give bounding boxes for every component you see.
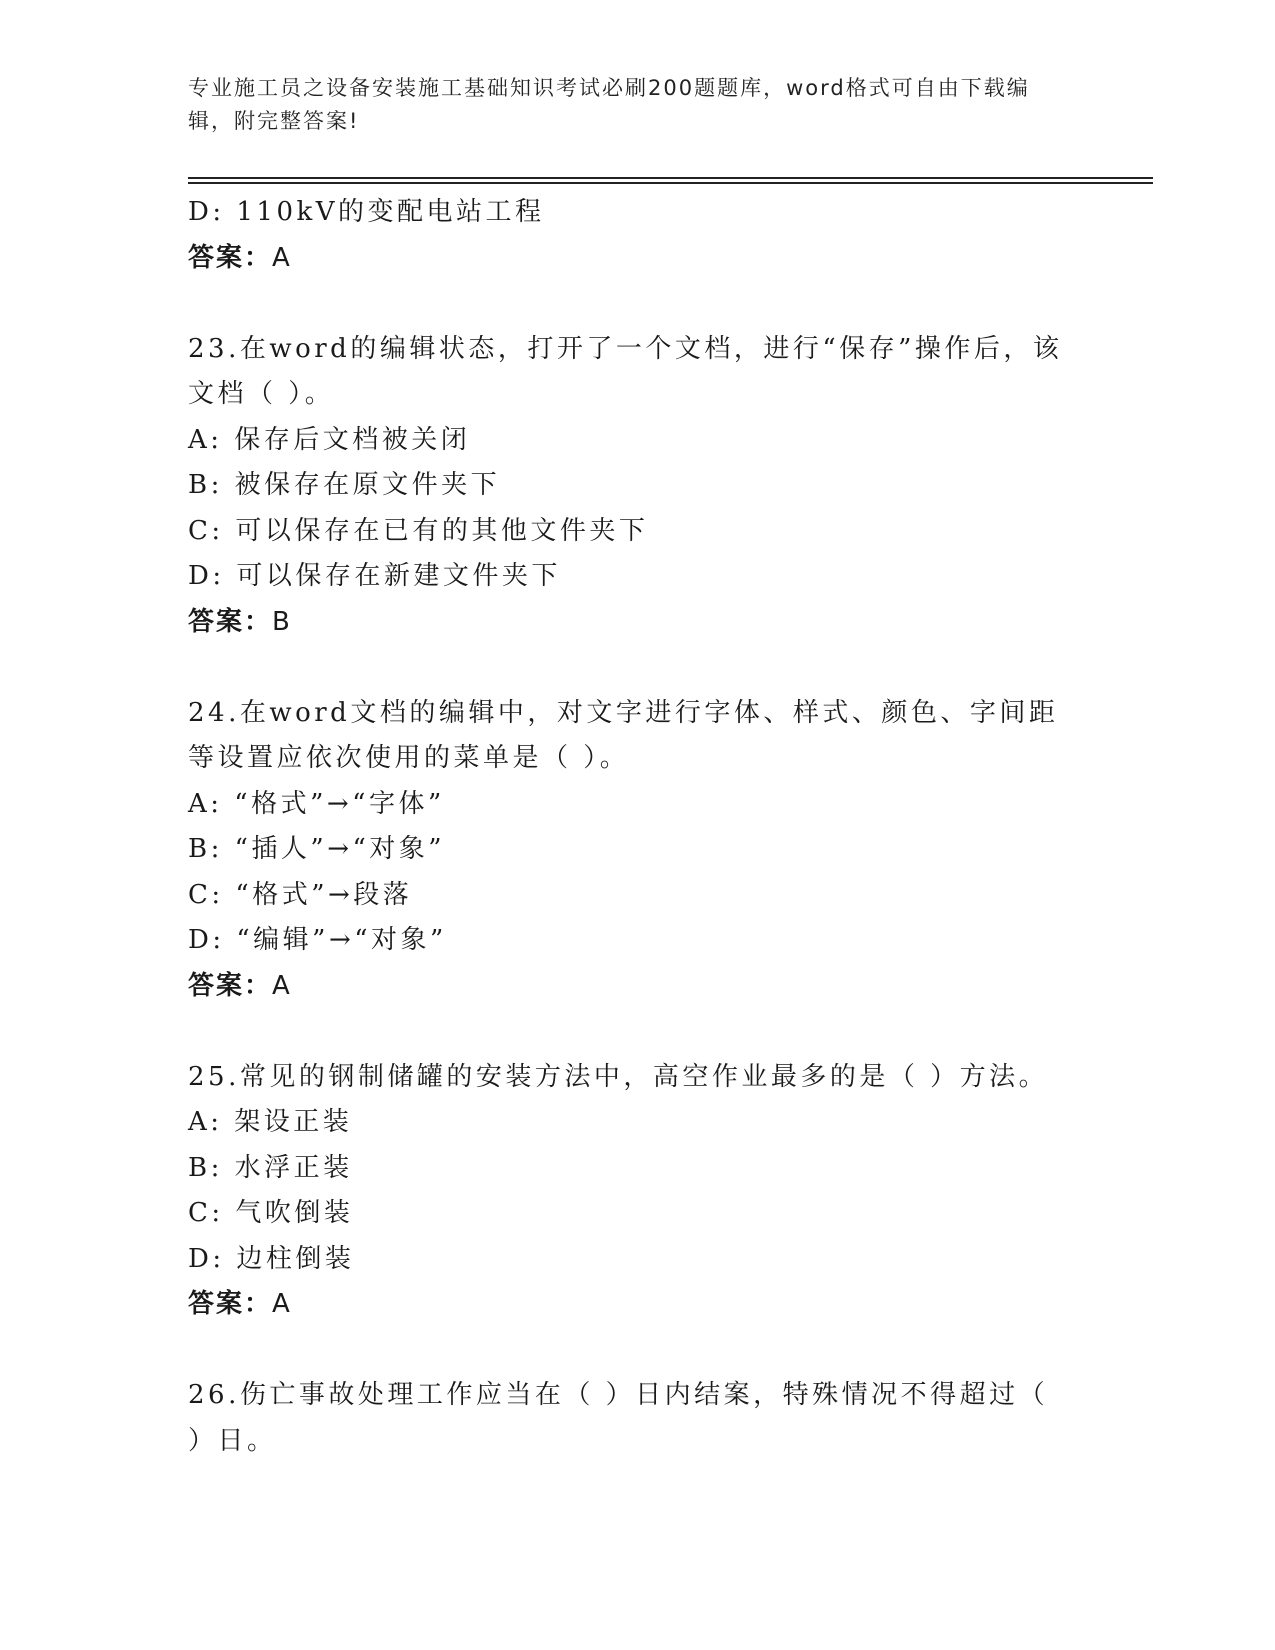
answer-label: 答案：	[188, 242, 273, 273]
question-text: 23.在word的编辑状态，打开了一个文档，进行“保存”操作后，该文档（ ）。	[188, 333, 1063, 409]
option-a: A: 保存后文档被关闭	[188, 424, 471, 455]
option-b: B: 被保存在原文件夹下	[188, 470, 501, 500]
option-b: B: “插人”→“对象”	[188, 834, 446, 864]
option-c: C: 气吹倒装	[188, 1198, 354, 1228]
question-block	[188, 1055, 1088, 1328]
answer-value: A	[272, 1289, 292, 1319]
option-b: B: 水浮正装	[188, 1152, 353, 1183]
question-block	[188, 1373, 1088, 1464]
option-c: C: “格式”→段落	[188, 879, 413, 910]
answer-line	[188, 1282, 1088, 1328]
document-title: 专业施工员之设备安装施工基础知识考试必刷200题题库，word格式可自由下载编辑，附完整答案!	[188, 76, 1030, 133]
answer-label: 答案：	[188, 1289, 273, 1319]
option-line: D: 110kV的变配电站工程	[188, 197, 545, 227]
option-d: D: 可以保存在新建文件夹下	[188, 561, 561, 591]
answer-line	[188, 964, 1088, 1010]
option-a: A: 架设正装	[188, 1107, 353, 1137]
option-a: A: “格式”→“字体”	[188, 788, 445, 819]
option-c: C: 可以保存在已有的其他文件夹下	[188, 515, 649, 546]
option-d: D: “编辑”→“对象”	[188, 925, 447, 955]
answer-value: A	[272, 242, 292, 273]
question-block	[188, 327, 1088, 646]
question-text: 26.伤亡事故处理工作应当在（ ）日内结案，特殊情况不得超过（ ）日。	[188, 1380, 1049, 1456]
answer-line	[188, 600, 1088, 646]
document-body	[188, 190, 1088, 1464]
question-block	[188, 691, 1088, 1010]
answer-value: A	[272, 970, 292, 1001]
question-text: 25.常见的钢制储罐的安装方法中，高空作业最多的是（ ）方法。	[188, 1061, 1049, 1092]
document-header	[188, 72, 1068, 138]
option-d: D: 边柱倒装	[188, 1243, 355, 1274]
header-divider-bottom	[188, 182, 1153, 184]
answer-label: 答案：	[188, 606, 273, 637]
header-divider-top	[188, 177, 1153, 179]
question-text: 24.在word文档的编辑中，对文字进行字体、样式、颜色、字间距等设置应依次使用的菜单是（ ）。	[188, 697, 1059, 773]
answer-label: 答案：	[188, 970, 273, 1001]
answer-value: B	[272, 606, 292, 637]
answer-line	[188, 236, 1088, 282]
